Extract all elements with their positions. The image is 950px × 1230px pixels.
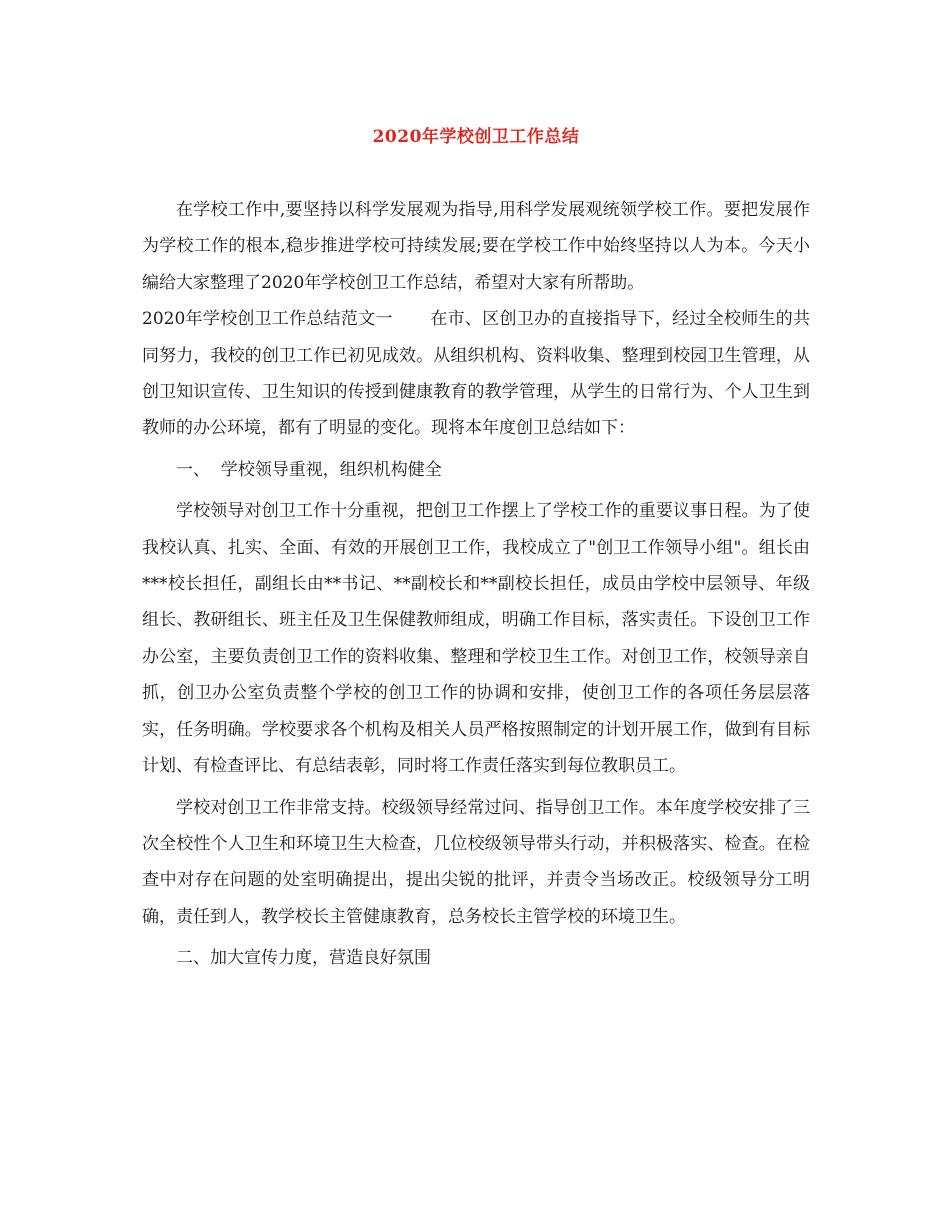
sample-label: 2020年学校创卫工作总结范文一 — [142, 309, 393, 330]
section-1-paragraph-1: 学校领导对创卫工作十分重视，把创卫工作摆上了学校工作的重要议事日程。为了使我校认真、扎实、全面、有效的开展创卫工作，我校成立了"创卫工作领导小组"。组长由***校长担任，副组长由**书记、**副校长和**副校长担任，成员由学校中层领导、年级组长、教研组长、班主任及卫生保健教师组成，明确工作目标，落实责任。下设创卫工作办公室，主要负责创卫工作的资料收集、整理和学校卫生工作。对创卫工作，校领导亲自抓，创卫办公室负责整个学校的创卫工作的协调和安排，使创卫工作的各项任务层层落实，任务明确。学校要求各个机构及相关人员严格按照制定的计划开展工作，做到有目标计划、有检查评比、有总结表彰，同时将工作责任落实到每位教职员工。 — [142, 501, 810, 777]
sample-intro: 在市、区创卫办的直接指导下，经过全校师生的共同努力，我校的创卫工作已初见成效。从组织机构、资料收集、整理到校园卫生管理，从创卫知识宣传、卫生知识的传授到健康教育的教学管理，从学生的日常行为、个人卫生到教师的办公环境，都有了明显的变化。现将本年度创卫总结如下： — [142, 309, 810, 439]
sample-paragraph — [142, 301, 810, 447]
document-title: 2020年学校创卫工作总结 — [372, 127, 580, 147]
section-heading-1: 一、 学校领导重视，组织机构健全 — [176, 459, 442, 480]
section-heading-2: 二、加大宣传力度，营造良好氛围 — [176, 948, 431, 969]
section-1-paragraph-2: 学校对创卫工作非常支持。校级领导经常过问、指导创卫工作。本年度学校安排了三次全校性个人卫生和环境卫生大检查，几位校级领导带头行动，并积极落实、检查。在检查中对存在问题的处室明确提出，提出尖锐的批评，并责令当场改正。校级领导分工明确，责任到人，教学校长主管健康教育，总务校长主管学校的环境卫生。 — [142, 797, 810, 927]
intro-paragraph: 在学校工作中,要坚持以科学发展观为指导,用科学发展观统领学校工作。要把发展作为学校工作的根本,稳步推进学校可持续发展;要在学校工作中始终坚持以人为本。今天小编给大家整理了2020年学校创卫工作总结，希望对大家有所帮助。 — [142, 200, 810, 293]
document-page — [142, 120, 810, 977]
